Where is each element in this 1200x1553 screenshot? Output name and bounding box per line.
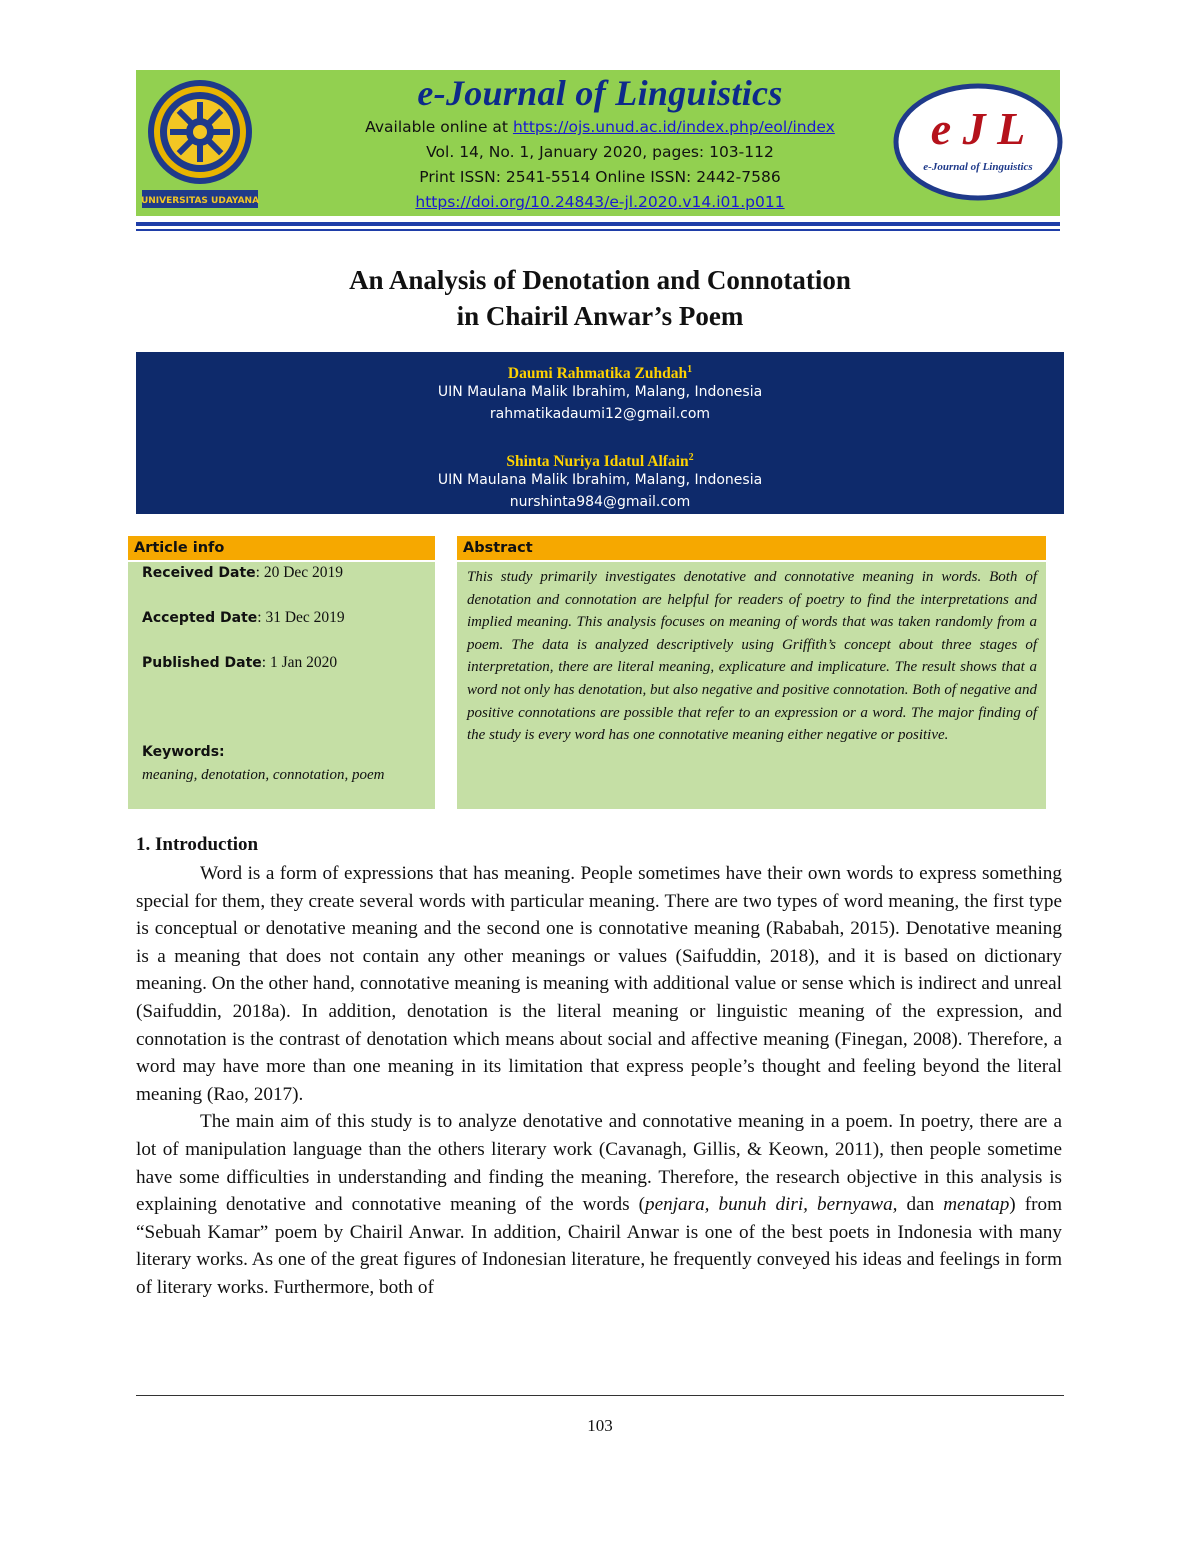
- introduction-heading: 1. Introduction: [136, 834, 259, 855]
- journal-url-link[interactable]: https://ojs.unud.ac.id/index.php/eol/index: [512, 118, 835, 136]
- introduction-body: [136, 860, 1062, 1302]
- ejl-logo-icon: [893, 82, 1063, 202]
- author-1-affiliation: UIN Maulana Malik Ibrahim, Malang, Indonesia: [437, 384, 763, 400]
- university-label: UNIVERSITAS UDAYANA: [140, 196, 260, 206]
- title-line-1: An Analysis of Denotation and Connotation: [349, 265, 851, 295]
- article-info-panel: [128, 562, 435, 809]
- studied-term-last: menatap: [943, 1194, 1010, 1216]
- logo-initials: e J L: [930, 103, 1026, 154]
- header-rule-thin: [136, 229, 1060, 231]
- author-2-affiliation: UIN Maulana Malik Ibrahim, Malang, Indonesia: [437, 472, 763, 488]
- header-rule-thick: [136, 222, 1060, 226]
- keywords-label: Keywords:: [142, 744, 225, 760]
- page-number: 103: [587, 1416, 613, 1435]
- availability-prefix: Available online at: [365, 118, 513, 136]
- paper-title: [136, 262, 1064, 334]
- abstract-panel: [457, 562, 1046, 809]
- author-2-name: Shinta Nuriya Idatul Alfain$^2$: [506, 452, 694, 471]
- accepted-date: Accepted Date: 31 Dec 2019: [142, 609, 345, 626]
- received-date: Received Date: 20 Dec 2019: [142, 564, 344, 581]
- logo-caption: e-Journal of Linguistics: [923, 161, 1033, 173]
- introduction-paragraph-1: Word is a form of expressions that has meaning. People sometimes have their own words to express something special for them, they create several words with particular meaning. There are two types of word meaning, the first type is conceptual or denotative meaning and the second one is connotative meaning (Rababah, 2015). Denotative meaning is a meaning that does not contain any other meanings or values (Saifuddin, 2018), and it is based on dictionary meaning. On the other hand, connotative meaning is meaning with additional value or sense which is indirect and unreal (Saifuddin, 2018a). In addition, denotation is the literal meaning or linguistic meaning of the expression, and connotation is the contrast of denotation which means about social and affective meaning (Finegan, 2008). Therefore, a word may have more than one meaning in its limitation that express people’s thought and feeling beyond the literal meaning (Rao, 2017).: [136, 863, 1062, 1105]
- doi-link[interactable]: https://doi.org/10.24843/e-jl.2020.v14.i01.p011: [415, 193, 785, 211]
- volume-line: Vol. 14, No. 1, January 2020, pages: 103-112: [426, 143, 774, 161]
- author-1-name: Daumi Rahmatika Zuhdah$^1$: [507, 364, 693, 383]
- abstract-heading: Abstract: [457, 536, 1046, 560]
- keywords-list: meaning, denotation, connotation, poem: [142, 767, 385, 783]
- author-1-email[interactable]: rahmatikadaumi12@gmail.com: [489, 406, 711, 422]
- published-date: Published Date: 1 Jan 2020: [142, 654, 338, 671]
- footer-rule: [136, 1395, 1064, 1396]
- studied-terms: penjara, bunuh diri, bernyawa,: [644, 1194, 898, 1216]
- availability-line: [260, 118, 940, 136]
- article-info-heading: Article info: [128, 536, 435, 560]
- abstract-text: This study primarily investigates denotative and connotative meaning in words. Both of denotation and connotation are helpful for readers of poetry to find the interpretations and implied meaning. This analysis focuses on meaning of words that was taken randomly from a poem. The data is analyzed descriptively using Griffith’s concept about three stages of interpretation, there are literal meaning, explicature and implicature. The result shows that a word not only has denotation, but also negative and positive connotation. Both of negative and positive connotations are possible that refer to an expression or a word. The major finding of the study is every word has one connotative meaning either negative or positive.: [467, 569, 1037, 744]
- journal-title: e-Journal of Linguistics: [417, 73, 783, 113]
- issn-line: Print ISSN: 2541-5514 Online ISSN: 2442-7586: [419, 168, 781, 186]
- doi-line: [260, 193, 940, 211]
- title-line-2: in Chairil Anwar’s Poem: [456, 301, 744, 331]
- author-2-email[interactable]: nurshinta984@gmail.com: [509, 494, 691, 510]
- introduction-paragraph-2: The main aim of this study is to analyze denotative and connotative meaning in a poem. In poetry, there are a lot of manipulation language than the others literary work (Cavanagh, Gillis, & Keown, 2011), then people sometime have some difficulties in understanding and finding the meaning. Therefore, the research objective in this analysis is explaining denotative and connotative meaning of the words (penjara, bunuh diri, bernyawa, dan menatap) from “Sebuah Kamar” poem by Chairil Anwar. In addition, Chairil Anwar is one of the best poets in Indonesia with many literary works. As one of the great figures of Indonesian literature, he frequently conveyed his ideas and feelings in form of literary works. Furthermore, both of: [136, 1111, 1062, 1298]
- authors-box: [136, 352, 1064, 514]
- university-seal-icon: [140, 76, 260, 210]
